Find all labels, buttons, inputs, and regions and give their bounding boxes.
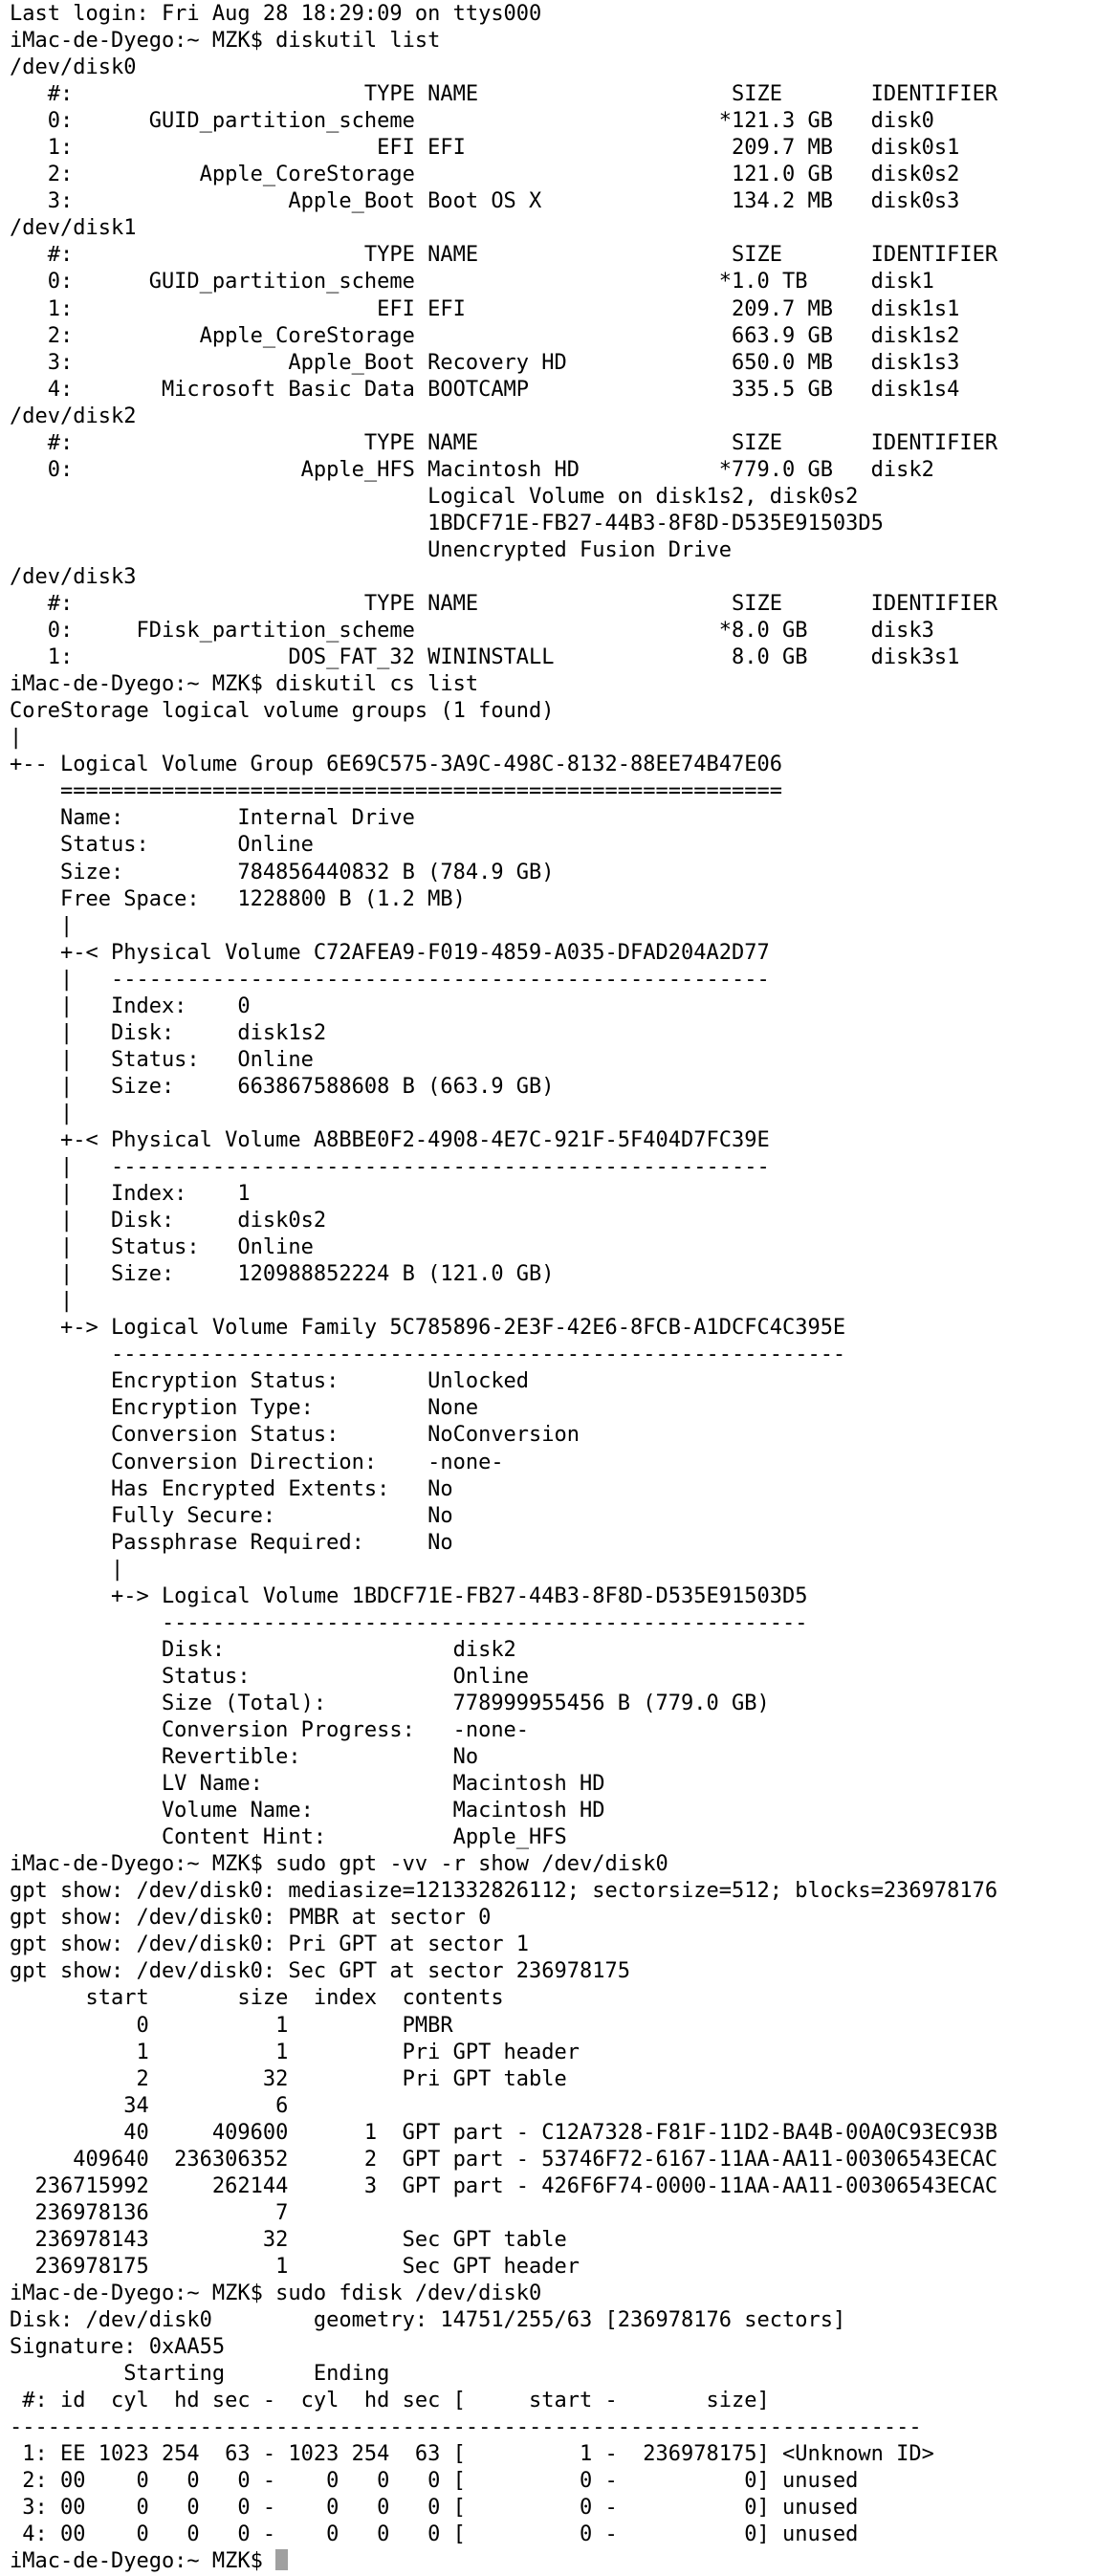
terminal-line: ----------------------------------------------------------: [10, 1343, 846, 1367]
terminal-line: /dev/disk2: [10, 404, 137, 428]
terminal-line: Size (Total): 778999955456 B (779.0 GB): [10, 1691, 770, 1715]
terminal-line: 40 409600 1 GPT part - C12A7328-F81F-11D2-BA4B-00A0C93EC93B: [10, 2120, 998, 2145]
terminal-line: | Size: 120988852224 B (121.0 GB): [10, 1262, 555, 1287]
terminal-line: Passphrase Required: No: [10, 1530, 453, 1555]
terminal-line: +-< Physical Volume A8BBE0F2-4908-4E7C-921F-5F404D7FC39E: [10, 1127, 770, 1152]
terminal-line: | ----------------------------------------------------: [10, 1155, 770, 1180]
terminal-line: Revertible: No: [10, 1745, 479, 1770]
terminal-line: 0 1 PMBR: [10, 2013, 453, 2038]
terminal-line: 2 32 Pri GPT table: [10, 2066, 567, 2091]
terminal-line: Disk: disk2: [10, 1637, 516, 1662]
terminal-line: LV Name: Macintosh HD: [10, 1772, 605, 1797]
terminal-line: +-- Logical Volume Group 6E69C575-3A9C-498C-8132-88EE74B47E06: [10, 753, 782, 777]
terminal-line: 236978175 1 Sec GPT header: [10, 2254, 580, 2279]
terminal-line: #: TYPE NAME SIZE IDENTIFIER: [10, 243, 998, 268]
terminal-line: Conversion Direction: -none-: [10, 1450, 504, 1474]
terminal-line: /dev/disk0: [10, 55, 137, 80]
terminal-line: 34 6: [10, 2093, 289, 2118]
command-prompt-line[interactable]: [10, 2548, 1117, 2575]
terminal-line: /dev/disk1: [10, 216, 137, 241]
terminal-line: gpt show: /dev/disk0: Pri GPT at sector 1: [10, 1932, 530, 1957]
terminal-line: 2: Apple_CoreStorage 663.9 GB disk1s2: [10, 323, 960, 348]
terminal-line: | ----------------------------------------------------: [10, 967, 770, 992]
terminal-line: Has Encrypted Extents: No: [10, 1476, 453, 1501]
terminal-line: +-> Logical Volume 1BDCF71E-FB27-44B3-8F8D-D535E91503D5: [10, 1583, 808, 1608]
terminal-line: 4: Microsoft Basic Data BOOTCAMP 335.5 GB disk1s4: [10, 377, 960, 402]
terminal-line: gpt show: /dev/disk0: mediasize=121332826112; sectorsize=512; blocks=236978176: [10, 1879, 998, 1904]
terminal-line: Status: Online: [10, 1664, 530, 1689]
terminal-line: Volume Name: Macintosh HD: [10, 1799, 605, 1823]
terminal-line: 409640 236306352 2 GPT part - 53746F72-6167-11AA-AA11-00306543ECAC: [10, 2147, 998, 2172]
terminal-line: |: [10, 1101, 74, 1125]
terminal-line: Fully Secure: No: [10, 1503, 453, 1528]
terminal-line: #: TYPE NAME SIZE IDENTIFIER: [10, 592, 998, 617]
terminal-line: #: TYPE NAME SIZE IDENTIFIER: [10, 430, 998, 455]
terminal-line: |: [10, 726, 23, 751]
terminal-line: ---------------------------------------------------: [10, 1610, 808, 1635]
terminal-line: +-< Physical Volume C72AFEA9-F019-4859-A035-DFAD204A2D77: [10, 940, 770, 965]
terminal-line: 1 1 Pri GPT header: [10, 2040, 580, 2064]
terminal-line: 1: EFI EFI 209.7 MB disk1s1: [10, 296, 960, 321]
terminal-line: |: [10, 1557, 124, 1582]
terminal-line: | Index: 1: [10, 1182, 251, 1207]
terminal-line: 3: Apple_Boot Boot OS X 134.2 MB disk0s3: [10, 189, 960, 214]
terminal-line: iMac-de-Dyego:~ MZK$ sudo fdisk /dev/disk0: [10, 2281, 542, 2305]
terminal-output: [10, 1, 1117, 2548]
terminal-line: #: id cyl hd sec - cyl hd sec [ start - size]: [10, 2389, 770, 2413]
terminal-line: 4: 00 0 0 0 - 0 0 0 [ 0 - 0] unused: [10, 2522, 859, 2547]
terminal-line: 0: GUID_partition_scheme *1.0 TB disk1: [10, 270, 934, 295]
terminal-line: 0: GUID_partition_scheme *121.3 GB disk0: [10, 109, 934, 134]
terminal-line: 0: FDisk_partition_scheme *8.0 GB disk3: [10, 619, 934, 644]
prompt-text: iMac-de-Dyego:~ MZK$: [10, 2549, 276, 2574]
terminal-line: 2: Apple_CoreStorage 121.0 GB disk0s2: [10, 163, 960, 187]
terminal-line: 236978136 7: [10, 2200, 289, 2225]
terminal-line: 1: EE 1023 254 63 - 1023 254 63 [ 1 - 236978175] <Unknown ID>: [10, 2442, 934, 2467]
terminal-line: Content Hint: Apple_HFS: [10, 1825, 567, 1850]
terminal-line: #: TYPE NAME SIZE IDENTIFIER: [10, 82, 998, 107]
terminal-line: iMac-de-Dyego:~ MZK$ diskutil list: [10, 29, 441, 54]
terminal-line: /dev/disk3: [10, 564, 137, 589]
terminal-line: Name: Internal Drive: [10, 806, 415, 831]
terminal-line: Logical Volume on disk1s2, disk0s2: [10, 484, 859, 509]
terminal-line: 3: Apple_Boot Recovery HD 650.0 MB disk1s3: [10, 350, 960, 375]
terminal-line: iMac-de-Dyego:~ MZK$ sudo gpt -vv -r show /dev/disk0: [10, 1852, 668, 1877]
terminal-line: | Status: Online: [10, 1235, 314, 1260]
terminal-line: ------------------------------------------------------------------------: [10, 2415, 922, 2440]
terminal-line: Last login: Fri Aug 28 18:29:09 on ttys000: [10, 2, 542, 26]
terminal-line: |: [10, 913, 74, 938]
terminal-line: +-> Logical Volume Family 5C785896-2E3F-42E6-8FCB-A1DCFC4C395E: [10, 1316, 846, 1341]
terminal-line: gpt show: /dev/disk0: Sec GPT at sector 236978175: [10, 1959, 631, 1984]
terminal-line: CoreStorage logical volume groups (1 found): [10, 699, 555, 724]
terminal-line: gpt show: /dev/disk0: PMBR at sector 0: [10, 1906, 492, 1931]
terminal-line: 236978143 32 Sec GPT table: [10, 2227, 567, 2252]
terminal-line: start size index contents: [10, 1986, 504, 2011]
terminal-line: Signature: 0xAA55: [10, 2335, 226, 2360]
terminal-line: |: [10, 1289, 74, 1314]
terminal-line: =========================================================: [10, 779, 782, 804]
terminal-line: | Disk: disk1s2: [10, 1020, 327, 1045]
terminal-line: Unencrypted Fusion Drive: [10, 537, 732, 562]
terminal-line: Disk: /dev/disk0 geometry: 14751/255/63 [236978176 sectors]: [10, 2308, 846, 2333]
terminal-line: | Disk: disk0s2: [10, 1209, 327, 1233]
terminal-line: 1BDCF71E-FB27-44B3-8F8D-D535E91503D5: [10, 511, 884, 535]
terminal-line: Starting Ending: [10, 2362, 390, 2387]
terminal-line: 236715992 262144 3 GPT part - 426F6F74-0000-11AA-AA11-00306543ECAC: [10, 2173, 998, 2198]
terminal-line: Conversion Status: NoConversion: [10, 1423, 580, 1448]
terminal-line: | Status: Online: [10, 1047, 314, 1072]
terminal-line: 1: DOS_FAT_32 WININSTALL 8.0 GB disk3s1: [10, 645, 960, 670]
terminal-line: 3: 00 0 0 0 - 0 0 0 [ 0 - 0] unused: [10, 2496, 859, 2521]
terminal-line: Conversion Progress: -none-: [10, 1718, 530, 1742]
terminal-line: | Size: 663867588608 B (663.9 GB): [10, 1074, 555, 1099]
terminal-line: Encryption Status: Unlocked: [10, 1369, 530, 1394]
terminal-line: Encryption Type: None: [10, 1396, 479, 1421]
terminal-line: | Index: 0: [10, 993, 251, 1018]
terminal-line: Status: Online: [10, 833, 314, 858]
terminal-line: 1: EFI EFI 209.7 MB disk0s1: [10, 136, 960, 161]
terminal-line: 2: 00 0 0 0 - 0 0 0 [ 0 - 0] unused: [10, 2469, 859, 2494]
terminal-line: 0: Apple_HFS Macintosh HD *779.0 GB disk2: [10, 457, 934, 482]
text-cursor: [275, 2549, 288, 2570]
terminal-line: Size: 784856440832 B (784.9 GB): [10, 860, 555, 884]
terminal-line: Free Space: 1228800 B (1.2 MB): [10, 886, 466, 911]
terminal-line: iMac-de-Dyego:~ MZK$ diskutil cs list: [10, 672, 479, 697]
